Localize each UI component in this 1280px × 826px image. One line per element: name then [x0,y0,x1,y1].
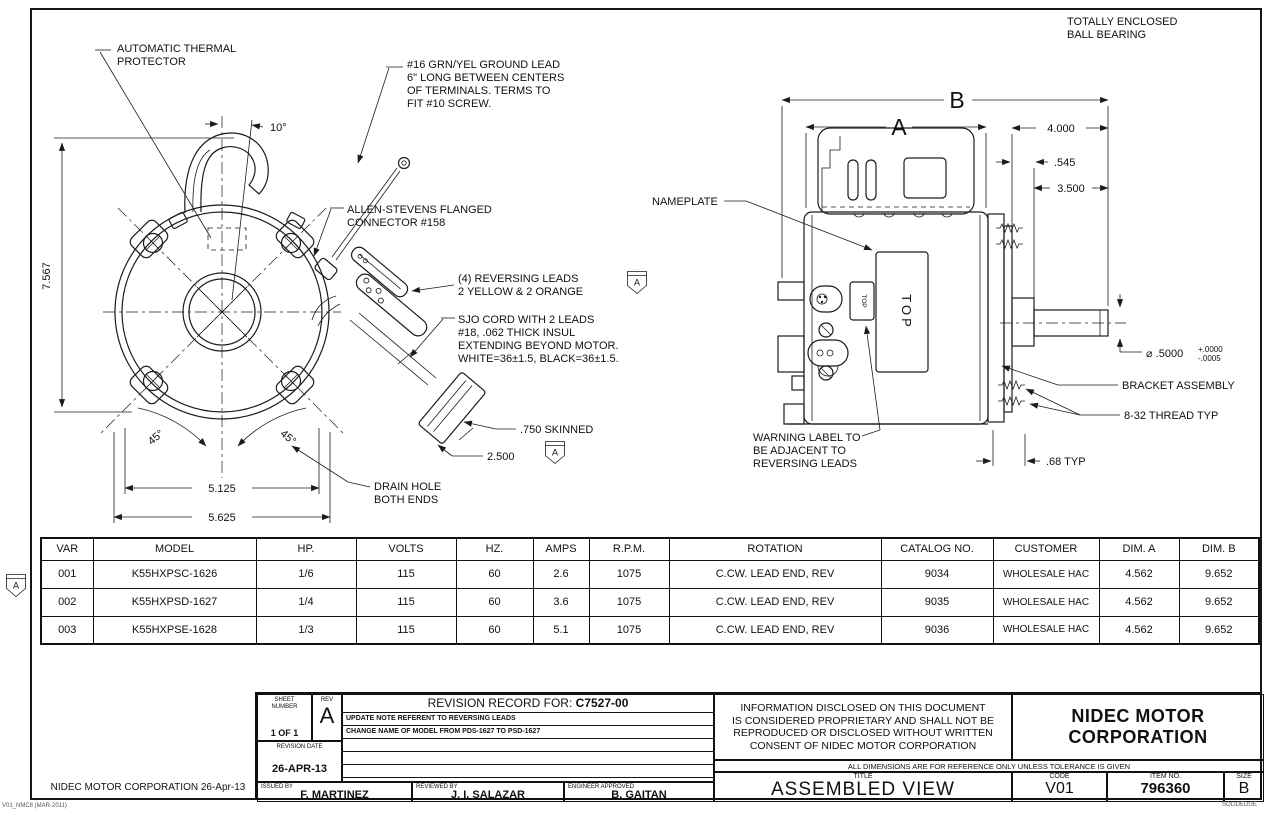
dim-4000 [1012,123,1108,292]
col-volts: VOLTS [356,538,456,560]
callout-ground-lead [358,59,564,163]
svg-text:REVERSING LEADS: REVERSING LEADS [753,458,857,470]
revision-note-1: UPDATE NOTE REFERENT TO REVERSING LEADS [343,713,713,726]
code-value: V01 [1045,780,1074,797]
dim-shaft-dia [1120,294,1223,363]
spec-row-002: 002 K55HXPSD-1627 1/4 115 60 3.6 1075 C.CW. LEAD END, REV 9035 WHOLESALE HAC 4.562 9.652 [41,588,1259,616]
approved-by-value: B. GAITAN [611,789,667,801]
spec-table [40,537,1260,645]
dim-height-text: 7.567 [41,262,53,290]
svg-text:.545: .545 [1054,157,1076,169]
svg-text:-.0005: -.0005 [1198,354,1221,363]
svg-text:ALLEN-STEVENS FLANGED: ALLEN-STEVENS FLANGED [347,204,492,216]
title-box: TITLE ASSEMBLED VIEW [714,772,1012,802]
reversing-leads-bundle [312,257,430,339]
reviewed-by-box: REVIEWED BY J. I. SALAZAR [412,782,564,802]
col-var: VAR [41,538,93,560]
svg-text:WARNING LABEL TO: WARNING LABEL TO [753,432,861,444]
svg-text:WHITE=36±1.5, BLACK=36±1.5.: WHITE=36±1.5, BLACK=36±1.5. [458,353,619,365]
sheet-number-value: 1 OF 1 [270,728,299,738]
svg-text:+.0000: +.0000 [1198,345,1223,354]
item-no-value: 796360 [1140,780,1191,797]
lead-exit-cluster [778,282,848,390]
approved-by-box: ENGINEER APPROVED B. GAITAN [564,782,714,802]
dim-2500 [438,445,515,463]
col-dim-a: DIM. A [1099,538,1179,560]
dim-545 [996,157,1075,302]
size-box: SIZE B [1224,772,1264,802]
revision-date-value: 26-APR-13 [271,763,328,775]
svg-text:B: B [949,87,965,113]
col-rotation: ROTATION [669,538,881,560]
svg-text:BALL BEARING: BALL BEARING [1067,29,1147,41]
callout-drain-hole [292,446,441,506]
revision-record [342,694,714,782]
svg-text:OF TERMINALS. TERMS TO: OF TERMINALS. TERMS TO [407,85,551,97]
svg-text:PROTECTOR: PROTECTOR [117,56,186,68]
rev-value: A [319,703,335,728]
rev-box: REV A [312,694,342,741]
svg-text:SJO CORD WITH 2 LEADS: SJO CORD WITH 2 LEADS [458,314,595,326]
col-hp: HP. [256,538,356,560]
svg-text:.750 SKINNED: .750 SKINNED [520,424,594,436]
col-dim-b: DIM. B [1179,538,1259,560]
callout-nameplate [652,196,872,250]
sheet-number-box: SHEET NUMBER 1 OF 1 [257,694,312,741]
col-catalog: CATALOG NO. [881,538,993,560]
revision-note-2: CHANGE NAME OF MODEL FROM PDS-1627 TO PSD-1627 [343,726,713,739]
svg-text:8-32 THREAD TYP: 8-32 THREAD TYP [1124,410,1219,422]
rev-flag-margin [7,575,26,597]
svg-text:BRACKET ASSEMBLY: BRACKET ASSEMBLY [1122,380,1235,392]
reviewed-by-value: J. I. SALAZAR [451,789,525,801]
dim-7567 [41,138,234,412]
svg-text:FIT #10 SCREW.: FIT #10 SCREW. [407,98,492,110]
svg-text:A: A [551,447,559,458]
callout-skinned [464,422,593,436]
warning-label-top-text: TOP [860,294,867,308]
svg-text:BOTH ENDS: BOTH ENDS [374,494,439,506]
svg-text:CONNECTOR #158: CONNECTOR #158 [347,217,446,229]
issued-by-box: ISSUED BY F. MARTINEZ [257,782,412,802]
revision-date-box: REVISION DATE 26-APR-13 [257,741,342,782]
base-stud [784,404,804,424]
callout-reversing-leads [412,273,583,298]
size-value: B [1238,780,1250,797]
svg-text:A: A [891,114,907,140]
svg-text:DRAIN HOLE: DRAIN HOLE [374,481,442,493]
code-box: CODE V01 [1012,772,1107,802]
bracket-and-shaft [988,214,1126,422]
issued-by-value: F. MARTINEZ [300,789,369,801]
revision-doc-number: C7527-00 [575,696,629,710]
nameplate-top-text: TOP [899,294,914,330]
callout-bracket-assembly [1002,366,1235,392]
dim-3500 [1034,183,1108,195]
dim-angle-right-text: 45° [277,427,299,448]
svg-text:NAMEPLATE: NAMEPLATE [652,196,718,208]
callout-thread [1026,389,1218,422]
spec-header-row [41,538,1259,560]
col-amps: AMPS [533,538,589,560]
rev-flag-2500 [546,442,565,464]
callout-warning-label [753,326,880,470]
svg-text:EXTENDING BEYOND MOTOR.: EXTENDING BEYOND MOTOR. [458,340,619,352]
proprietary-statement: INFORMATION DISCLOSED ON THIS DOCUMENT IS CONSIDERED PROPRIETARY AND SHALL NOT BE REPRODUCED OR DISCLOSED WITHOUT WRITTEN CONSENT OF NIDEC MOTOR CORPORATION [714,694,1012,760]
thermal-protector-hook [169,133,306,229]
side-view-motor [652,16,1235,470]
svg-text:4.000: 4.000 [1047,123,1075,135]
spec-row-001: 001 K55HXPSC-1626 1/6 115 60 2.6 1075 C.CW. LEAD END, REV 9034 WHOLESALE HAC 4.562 9.652 [41,560,1259,588]
col-rpm: R.P.M. [589,538,669,560]
svg-text:#16 GRN/YEL GROUND LEAD: #16 GRN/YEL GROUND LEAD [407,59,561,71]
revision-record-header: REVISION RECORD FOR: C7527-00 [343,695,713,713]
svg-text:#18, .062 THICK INSUL: #18, .062 THICK INSUL [458,327,576,339]
svg-text:(4) REVERSING LEADS: (4) REVERSING LEADS [458,273,579,285]
note-totally-enclosed [1067,16,1178,41]
dim-od-text: 5.625 [208,512,236,524]
item-no-box: ITEM NO. 796360 [1107,772,1224,802]
svg-text:BE ADJACENT TO: BE ADJACENT TO [753,445,846,457]
company-logo-box: NIDEC MOTOR CORPORATION [1012,694,1264,760]
drawing-title: ASSEMBLED VIEW [771,779,955,800]
svg-text:2 YELLOW & 2 ORANGE: 2 YELLOW & 2 ORANGE [458,286,584,298]
svg-text:A: A [12,580,20,591]
callout-sjo-cord [410,314,619,365]
svg-text:AUTOMATIC THERMAL: AUTOMATIC THERMAL [117,43,237,55]
callout-thermal-protector [95,43,236,238]
svg-text:TOTALLY ENCLOSED: TOTALLY ENCLOSED [1067,16,1178,28]
rev-flag-reversing-leads [628,272,647,294]
dim-angle-left-text: 45° [145,427,167,448]
svg-text:2.500: 2.500 [487,451,515,463]
dim-tilt-text: 10° [270,122,287,134]
svg-text:A: A [633,277,641,288]
svg-text:6" LONG BETWEEN CENTERS: 6" LONG BETWEEN CENTERS [407,72,565,84]
dashed-detail-box [208,228,246,250]
dim-68typ [976,430,1086,468]
tolerance-note: ALL DIMENSIONS ARE FOR REFERENCE ONLY UNLESS TOLERANCE IS GIVEN [714,760,1264,772]
front-view-motor [41,43,619,524]
spec-row-003: 003 K55HXPSE-1628 1/3 115 60 5.1 1075 C.CW. LEAD END, REV 9036 WHOLESALE HAC 4.562 9.652 [41,616,1259,644]
junction-box [818,128,974,217]
svg-text:⌀ .5000: ⌀ .5000 [1146,348,1184,360]
col-model: MODEL [93,538,256,560]
footer-cad-system: SOLIDEDGE [1222,802,1258,808]
callout-connector [314,204,492,256]
col-hz: HZ. [456,538,533,560]
footer-form-number: V01_NMC8 (MAR-2011) [2,803,67,809]
svg-text:3.500: 3.500 [1057,183,1085,195]
footer-company-date: NIDEC MOTOR CORPORATION 26-Apr-13 [50,782,246,793]
dim-bolt-span-text: 5.125 [208,483,236,495]
col-customer: CUSTOMER [993,538,1099,560]
svg-text:.68 TYP: .68 TYP [1046,456,1086,468]
title-block [255,692,1262,800]
flanged-connector [349,244,411,299]
